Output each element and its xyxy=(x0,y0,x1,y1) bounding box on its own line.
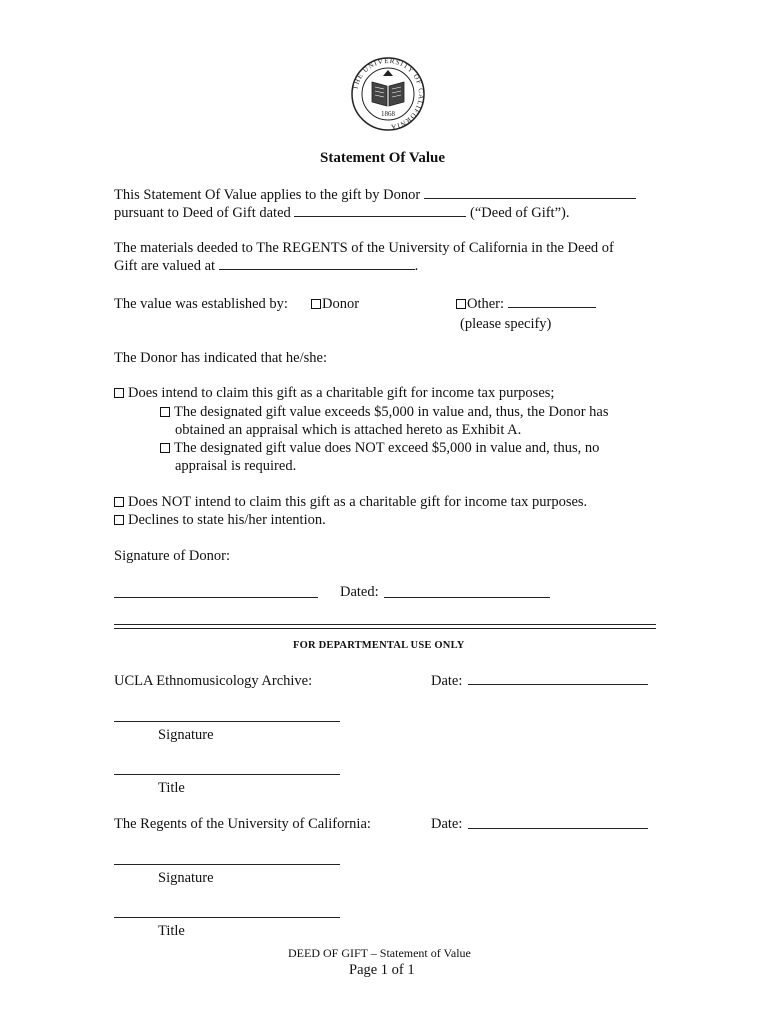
exceeds-option-label-1: The designated gift value exceeds $5,000 in value and, thus, the Donor has xyxy=(174,404,609,420)
not-exceed-option-label-2: appraisal is required. xyxy=(175,458,297,474)
declines-option-label: Declines to state his/her intention. xyxy=(128,512,326,528)
divider-bottom xyxy=(114,628,656,629)
intro-line-2 xyxy=(114,204,569,222)
deed-date-field[interactable] xyxy=(294,204,466,217)
document-title: Statement Of Value xyxy=(320,150,445,166)
donor-signature-field[interactable] xyxy=(114,597,318,598)
regents-label: The Regents of the University of California: xyxy=(114,816,371,832)
seal-year: 1868 xyxy=(381,110,395,118)
regents-signature-field[interactable] xyxy=(114,864,340,865)
claim-option[interactable] xyxy=(114,384,554,402)
established-by-label: The value was established by: xyxy=(114,296,288,312)
departmental-heading: FOR DEPARTMENTAL USE ONLY xyxy=(293,640,465,651)
not-exceed-option-label-1: The designated gift value does NOT exceed $5,000 in value and, thus, no xyxy=(174,440,600,456)
materials-line-2 xyxy=(114,257,418,275)
archive-signature-label: Signature xyxy=(158,727,214,743)
not-claim-checkbox[interactable] xyxy=(114,497,124,507)
donor-name-field[interactable] xyxy=(424,186,636,199)
intro-donor-label: This Statement Of Value applies to the gift by Donor xyxy=(114,187,421,203)
other-option[interactable] xyxy=(456,295,596,313)
exceeds-checkbox[interactable] xyxy=(160,407,170,417)
archive-date-label: Date: xyxy=(431,673,463,689)
regents-date-field[interactable] xyxy=(468,828,648,829)
exceeds-option-label-2: obtained an appraisal which is attached hereto as Exhibit A. xyxy=(175,422,522,438)
valued-at-label: Gift are valued at xyxy=(114,258,216,274)
donor-option-label: Donor xyxy=(322,296,360,312)
not-exceed-option[interactable] xyxy=(160,439,599,457)
other-hint: (please specify) xyxy=(460,316,552,332)
exceeds-option[interactable] xyxy=(160,403,608,421)
archive-label: UCLA Ethnomusicology Archive: xyxy=(114,673,313,689)
signature-of-donor-label: Signature of Donor: xyxy=(114,548,230,564)
other-option-label: Other: xyxy=(467,296,505,312)
regents-signature-label: Signature xyxy=(158,870,214,886)
donor-checkbox[interactable] xyxy=(311,299,321,309)
footer-document-name: DEED OF GIFT – Statement of Value xyxy=(288,946,471,960)
not-exceed-checkbox[interactable] xyxy=(160,443,170,453)
regents-title-field[interactable] xyxy=(114,917,340,918)
donor-indicated-text: The Donor has indicated that he/she: xyxy=(114,350,328,366)
donor-date-field[interactable] xyxy=(384,597,550,598)
deed-of-gift-note: (“Deed of Gift”). xyxy=(470,205,570,221)
other-specify-field[interactable] xyxy=(508,295,596,308)
valued-at-period: . xyxy=(414,258,419,274)
seal-ring-text: THE UNIVERSITY OF CALIFORNIA xyxy=(351,56,426,132)
archive-date-field[interactable] xyxy=(468,684,648,685)
valued-at-field[interactable] xyxy=(219,257,415,270)
regents-title-label: Title xyxy=(158,923,185,939)
claim-option-label: Does intend to claim this gift as a charitable gift for income tax purposes; xyxy=(128,385,555,401)
intro-line-1 xyxy=(114,186,636,204)
not-claim-option-label: Does NOT intend to claim this gift as a charitable gift for income tax purposes. xyxy=(128,494,588,510)
divider-top xyxy=(114,624,656,625)
archive-title-field[interactable] xyxy=(114,774,340,775)
donor-option[interactable] xyxy=(311,295,359,313)
archive-signature-field[interactable] xyxy=(114,721,340,722)
claim-checkbox[interactable] xyxy=(114,388,124,398)
other-checkbox[interactable] xyxy=(456,299,466,309)
materials-line-1: The materials deeded to The REGENTS of the University of California in the Deed of xyxy=(114,240,614,256)
dated-label: Dated: xyxy=(340,584,379,600)
regents-date-label: Date: xyxy=(431,816,463,832)
declines-checkbox[interactable] xyxy=(114,515,124,525)
declines-option[interactable] xyxy=(114,511,326,529)
archive-title-label: Title xyxy=(158,780,185,796)
university-seal xyxy=(350,56,426,132)
not-claim-option[interactable] xyxy=(114,493,587,511)
page-number: Page 1 of 1 xyxy=(349,962,415,978)
intro-date-label: pursuant to Deed of Gift dated xyxy=(114,205,291,221)
